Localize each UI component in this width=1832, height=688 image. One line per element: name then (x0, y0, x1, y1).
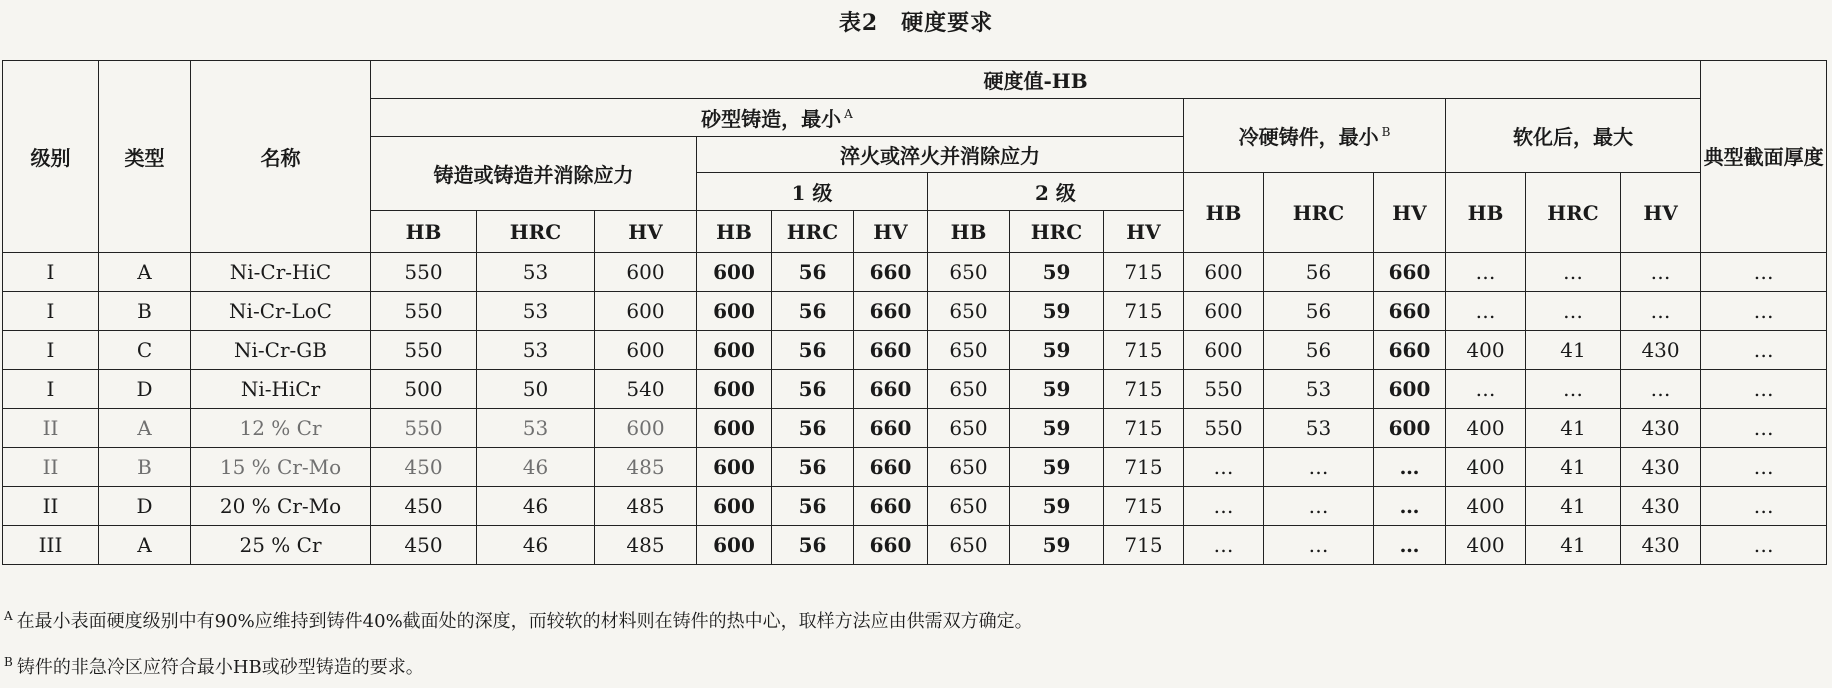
table-cell: 450 (371, 526, 477, 565)
table-cell: B (99, 292, 191, 331)
table-cell: II (3, 448, 99, 487)
table-cell: 25 % Cr (191, 526, 371, 565)
table-row (3, 526, 1827, 565)
table-cell: I (3, 292, 99, 331)
table-cell: … (1701, 487, 1827, 526)
table-cell: 46 (477, 448, 595, 487)
table-cell: 600 (697, 370, 772, 409)
table-cell: 400 (1446, 409, 1526, 448)
table-cell: 59 (1010, 526, 1104, 565)
table-cell: 46 (477, 526, 595, 565)
table-cell: 550 (371, 253, 477, 292)
table-cell: 400 (1446, 448, 1526, 487)
table-cell: 715 (1104, 526, 1184, 565)
header-sand-cast-label: 砂型铸造，最小 (701, 107, 842, 131)
table-cell: … (1701, 253, 1827, 292)
table-cell: 485 (595, 526, 697, 565)
table-cell: … (1701, 370, 1827, 409)
table-cell: 485 (595, 448, 697, 487)
table-cell: 600 (697, 409, 772, 448)
table-cell: II (3, 487, 99, 526)
table-cell: II (3, 409, 99, 448)
table-cell: 41 (1526, 409, 1621, 448)
table-cell: 59 (1010, 331, 1104, 370)
table-cell: 660 (854, 253, 928, 292)
table-cell: A (99, 409, 191, 448)
table-cell: 650 (928, 331, 1010, 370)
header-hb: HB (1446, 173, 1526, 253)
footnote-a (4, 596, 1033, 642)
table-cell: 59 (1010, 370, 1104, 409)
table-cell: 540 (595, 370, 697, 409)
table-cell: … (1184, 448, 1264, 487)
table-cell: 715 (1104, 448, 1184, 487)
table-cell: … (1526, 370, 1621, 409)
table-cell: B (99, 448, 191, 487)
table-row (3, 487, 1827, 526)
footnotes (4, 596, 1033, 688)
table-cell: … (1374, 526, 1446, 565)
table-cell: 59 (1010, 253, 1104, 292)
table-cell: 41 (1526, 448, 1621, 487)
table-cell: 600 (1184, 292, 1264, 331)
header-quenched: 淬火或淬火并消除应力 (697, 137, 1184, 173)
table-cell: 430 (1621, 331, 1701, 370)
header-hrc: HRC (1526, 173, 1621, 253)
table-row (3, 409, 1827, 448)
table-cell: 56 (1264, 253, 1374, 292)
header-hb: HB (928, 211, 1010, 253)
table-cell: … (1526, 253, 1621, 292)
table-cell: 53 (477, 409, 595, 448)
footnote-a-text: 在最小表面硬度级别中有90%应维持到铸件40%截面处的深度，而较软的材料则在铸件的热中心，取样方法应由供需双方确定。 (16, 611, 1033, 632)
table-cell: I (3, 331, 99, 370)
table-cell: 59 (1010, 409, 1104, 448)
table-cell: 400 (1446, 331, 1526, 370)
footnote-mark-a: A (844, 107, 853, 122)
table-cell: 600 (697, 292, 772, 331)
table-cell: 550 (1184, 409, 1264, 448)
table-cell: … (1446, 253, 1526, 292)
table-cell: 56 (1264, 292, 1374, 331)
table-cell: … (1184, 526, 1264, 565)
table-cell: 660 (854, 409, 928, 448)
header-chill-cast (1184, 99, 1446, 173)
table-cell: 660 (854, 448, 928, 487)
table-cell: 46 (477, 487, 595, 526)
table-cell: 56 (772, 409, 854, 448)
header-hrc: HRC (1264, 173, 1374, 253)
table-cell: III (3, 526, 99, 565)
table-cell: 450 (371, 487, 477, 526)
table-cell: 650 (928, 292, 1010, 331)
table-cell: 650 (928, 487, 1010, 526)
table-cell: 41 (1526, 331, 1621, 370)
table-cell: 660 (1374, 331, 1446, 370)
header-hrc: HRC (772, 211, 854, 253)
table-cell: 53 (1264, 409, 1374, 448)
header-softened: 软化后，最大 (1446, 99, 1701, 173)
table-cell: 715 (1104, 370, 1184, 409)
table-cell: 715 (1104, 487, 1184, 526)
table-row (3, 253, 1827, 292)
footnote-a-mark: A (4, 609, 13, 623)
table-cell: 430 (1621, 487, 1701, 526)
table-cell: 600 (595, 409, 697, 448)
table-cell: 660 (854, 487, 928, 526)
table-cell: … (1701, 448, 1827, 487)
table-cell: 430 (1621, 448, 1701, 487)
header-level-2: 2 级 (928, 173, 1184, 211)
table-cell: … (1264, 487, 1374, 526)
table-cell: 485 (595, 487, 697, 526)
table-cell: … (1184, 487, 1264, 526)
table-cell: 15 % Cr-Mo (191, 448, 371, 487)
table-cell: 660 (1374, 292, 1446, 331)
table-cell: I (3, 253, 99, 292)
table-cell: 400 (1446, 487, 1526, 526)
footnote-b-text: 铸件的非急冷区应符合最小HB或砂型铸造的要求。 (16, 657, 424, 678)
table-cell: 59 (1010, 292, 1104, 331)
header-type: 类型 (99, 61, 191, 253)
table-cell: 550 (371, 331, 477, 370)
table-cell: 660 (854, 526, 928, 565)
table-cell: 715 (1104, 331, 1184, 370)
table-cell: 59 (1010, 448, 1104, 487)
header-section-thickness (1701, 61, 1827, 253)
table-cell: … (1621, 292, 1701, 331)
table-row (3, 292, 1827, 331)
header-name: 名称 (191, 61, 371, 253)
table-cell: … (1701, 526, 1827, 565)
table-cell: … (1374, 448, 1446, 487)
table-row (3, 370, 1827, 409)
table-cell: 650 (928, 409, 1010, 448)
hardness-table (2, 60, 1827, 565)
table-cell: 53 (477, 292, 595, 331)
header-hv: HV (1374, 173, 1446, 253)
table-cell: 600 (697, 448, 772, 487)
table-cell: D (99, 487, 191, 526)
header-level-1: 1 级 (697, 173, 928, 211)
header-hrc: HRC (1010, 211, 1104, 253)
table-cell: 41 (1526, 526, 1621, 565)
table-cell: 600 (1184, 331, 1264, 370)
table-cell: 660 (854, 331, 928, 370)
table-cell: 550 (371, 292, 477, 331)
table-cell: 56 (772, 370, 854, 409)
table-cell: 715 (1104, 253, 1184, 292)
table-cell: 600 (595, 253, 697, 292)
table-cell: 500 (371, 370, 477, 409)
table-cell: 650 (928, 370, 1010, 409)
table-cell: … (1446, 370, 1526, 409)
table-cell: … (1264, 526, 1374, 565)
table-cell: 600 (697, 331, 772, 370)
table-cell: 56 (772, 292, 854, 331)
header-hardness: 硬度值-HB (371, 61, 1701, 99)
table-cell: 400 (1446, 526, 1526, 565)
table-cell: 50 (477, 370, 595, 409)
header-sand-cast (371, 99, 1184, 137)
header-hv: HV (595, 211, 697, 253)
table-cell: 430 (1621, 409, 1701, 448)
table-cell: Ni-Cr-GB (191, 331, 371, 370)
table-cell: … (1264, 448, 1374, 487)
table-cell: 20 % Cr-Mo (191, 487, 371, 526)
table-cell: … (1621, 370, 1701, 409)
header-hb: HB (697, 211, 772, 253)
table-title: 表2 硬度要求 (838, 10, 994, 36)
table-cell: Ni-Cr-HiC (191, 253, 371, 292)
header-hv: HV (1621, 173, 1701, 253)
table-cell: 56 (772, 331, 854, 370)
table-cell: I (3, 370, 99, 409)
header-hb: HB (371, 211, 477, 253)
table-cell: … (1701, 331, 1827, 370)
table-cell: 650 (928, 253, 1010, 292)
table-cell: A (99, 526, 191, 565)
table-cell: A (99, 253, 191, 292)
table-cell: … (1701, 292, 1827, 331)
table-cell: 56 (1264, 331, 1374, 370)
header-chill-cast-label: 冷硬铸件，最小 (1238, 125, 1379, 149)
table-cell: 59 (1010, 487, 1104, 526)
table-cell: 600 (697, 487, 772, 526)
table-cell: 56 (772, 526, 854, 565)
header-section-thickness-label: 典型截面厚度 (1703, 144, 1824, 169)
table-cell: 650 (928, 526, 1010, 565)
table-cell: 53 (1264, 370, 1374, 409)
table-cell: 450 (371, 448, 477, 487)
table-cell: 12 % Cr (191, 409, 371, 448)
table-cell: 550 (371, 409, 477, 448)
table-cell: … (1621, 253, 1701, 292)
table-cell: 600 (697, 253, 772, 292)
header-grade: 级别 (3, 61, 99, 253)
table-cell: 41 (1526, 487, 1621, 526)
table-cell: D (99, 370, 191, 409)
header-hrc: HRC (477, 211, 595, 253)
table-body (3, 253, 1827, 565)
table-row (3, 448, 1827, 487)
table-cell: … (1374, 487, 1446, 526)
table-cell: … (1526, 292, 1621, 331)
footnote-b-mark: B (4, 655, 13, 669)
table-cell: 600 (1184, 253, 1264, 292)
header-as-cast: 铸造或铸造并消除应力 (371, 137, 697, 211)
table-cell: 600 (1374, 370, 1446, 409)
table-row (3, 331, 1827, 370)
table-cell: 600 (595, 331, 697, 370)
table-cell: 715 (1104, 409, 1184, 448)
table-cell: 650 (928, 448, 1010, 487)
table-cell: Ni-Cr-LoC (191, 292, 371, 331)
table-cell: 53 (477, 253, 595, 292)
table-cell: 660 (854, 370, 928, 409)
footnote-mark-b: B (1381, 125, 1391, 140)
table-cell: 550 (1184, 370, 1264, 409)
table-cell: 715 (1104, 292, 1184, 331)
table-cell: C (99, 331, 191, 370)
table-cell: 600 (595, 292, 697, 331)
table-cell: 660 (854, 292, 928, 331)
table-cell: … (1701, 409, 1827, 448)
header-hv: HV (854, 211, 928, 253)
table-cell: 56 (772, 253, 854, 292)
table-cell: Ni-HiCr (191, 370, 371, 409)
table-cell: 430 (1621, 526, 1701, 565)
table-cell: 600 (1374, 409, 1446, 448)
table-cell: 56 (772, 448, 854, 487)
header-hb: HB (1184, 173, 1264, 253)
table-cell: … (1446, 292, 1526, 331)
header-hv: HV (1104, 211, 1184, 253)
table-cell: 600 (697, 526, 772, 565)
footnote-b (4, 642, 1033, 688)
table-cell: 53 (477, 331, 595, 370)
table-cell: 660 (1374, 253, 1446, 292)
table-cell: 56 (772, 487, 854, 526)
